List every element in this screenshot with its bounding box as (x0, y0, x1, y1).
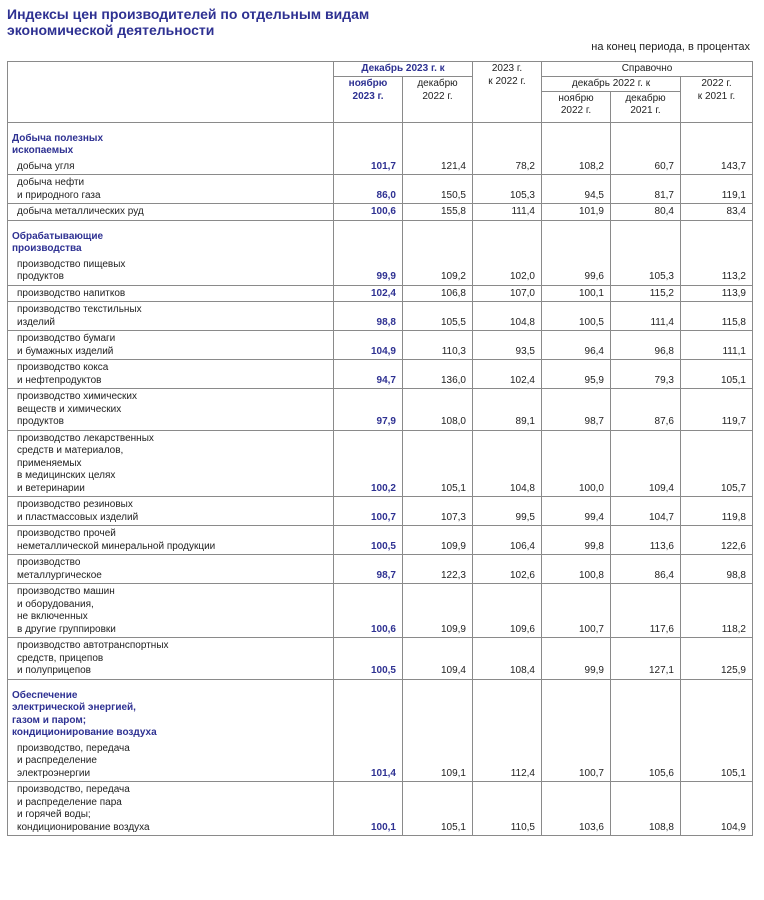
value-cell: 125,9 (681, 638, 753, 680)
value-cell: 105,6 (611, 741, 681, 782)
row-label: производство лекарственных средств и материалов, применяемых в медицинских целях и ветеринарии (8, 430, 334, 497)
header-dec2023-group: Декабрь 2023 г. к (334, 62, 473, 77)
value-cell: 118,2 (681, 584, 753, 638)
section-empty-cell (542, 122, 611, 159)
value-cell: 104,9 (681, 782, 753, 836)
header-reference: Справочно (542, 62, 753, 77)
row-label: добыча металлических руд (8, 204, 334, 221)
section-empty-cell (473, 122, 542, 159)
table-row (8, 638, 753, 680)
value-cell: 105,5 (403, 302, 473, 331)
value-cell: 108,2 (542, 159, 611, 175)
value-cell: 103,6 (542, 782, 611, 836)
value-cell: 100,5 (334, 638, 403, 680)
value-cell: 99,9 (542, 638, 611, 680)
value-cell: 100,1 (334, 782, 403, 836)
value-cell: 101,7 (334, 159, 403, 175)
table-row (8, 555, 753, 584)
value-cell: 89,1 (473, 389, 542, 431)
value-cell: 111,1 (681, 331, 753, 360)
value-cell: 105,3 (473, 175, 542, 204)
value-cell: 99,4 (542, 497, 611, 526)
value-cell: 119,1 (681, 175, 753, 204)
section-empty-cell (334, 122, 403, 159)
value-cell: 99,9 (334, 257, 403, 286)
value-cell: 106,4 (473, 526, 542, 555)
value-cell: 105,3 (611, 257, 681, 286)
value-cell: 108,4 (473, 638, 542, 680)
row-label: производство резиновых и пластмассовых изделий (8, 497, 334, 526)
table-row (8, 360, 753, 389)
units-note: на конец периода, в процентах (591, 41, 750, 53)
section-empty-cell (611, 679, 681, 741)
value-cell: 127,1 (611, 638, 681, 680)
value-cell: 98,8 (334, 302, 403, 331)
table-row (8, 175, 753, 204)
table-row (8, 526, 753, 555)
value-cell: 115,8 (681, 302, 753, 331)
section-row (8, 679, 753, 741)
value-cell: 121,4 (403, 159, 473, 175)
value-cell: 96,8 (611, 331, 681, 360)
value-cell: 100,7 (542, 741, 611, 782)
value-cell: 86,4 (611, 555, 681, 584)
value-cell: 81,7 (611, 175, 681, 204)
value-cell: 78,2 (473, 159, 542, 175)
section-row (8, 122, 753, 159)
value-cell: 105,1 (681, 360, 753, 389)
value-cell: 60,7 (611, 159, 681, 175)
header-nov2022: ноябрю 2022 г. (542, 91, 611, 122)
value-cell: 143,7 (681, 159, 753, 175)
value-cell: 109,9 (403, 526, 473, 555)
value-cell: 109,9 (403, 584, 473, 638)
row-label: производство прочей неметаллической минеральной продукции (8, 526, 334, 555)
value-cell: 150,5 (403, 175, 473, 204)
value-cell: 94,7 (334, 360, 403, 389)
row-label: добыча нефти и природного газа (8, 175, 334, 204)
row-label: производство текстильных изделий (8, 302, 334, 331)
value-cell: 112,4 (473, 741, 542, 782)
value-cell: 83,4 (681, 204, 753, 221)
value-cell: 100,0 (542, 430, 611, 497)
value-cell: 113,9 (681, 285, 753, 302)
value-cell: 86,0 (334, 175, 403, 204)
section-title: Обрабатывающие производства (8, 220, 334, 257)
value-cell: 100,7 (542, 584, 611, 638)
header-dec2022-group: декабрь 2022 г. к (542, 77, 681, 92)
value-cell: 100,1 (542, 285, 611, 302)
section-empty-cell (681, 122, 753, 159)
value-cell: 106,8 (403, 285, 473, 302)
table-row (8, 430, 753, 497)
table-header (8, 62, 753, 123)
table-row (8, 741, 753, 782)
value-cell: 113,6 (611, 526, 681, 555)
value-cell: 111,4 (611, 302, 681, 331)
value-cell: 99,6 (542, 257, 611, 286)
section-empty-cell (611, 122, 681, 159)
table-row (8, 159, 753, 175)
section-row (8, 220, 753, 257)
row-label: производство кокса и нефтепродуктов (8, 360, 334, 389)
row-label: добыча угля (8, 159, 334, 175)
value-cell: 110,3 (403, 331, 473, 360)
row-label: производство автотранспортных средств, прицепов и полуприцепов (8, 638, 334, 680)
header-dec2021: декабрю 2021 г. (611, 91, 681, 122)
value-cell: 100,5 (334, 526, 403, 555)
section-title: Обеспечение электрической энергией, газом и паром; кондиционирование воздуха (8, 679, 334, 741)
header-dec2022: декабрю 2022 г. (403, 77, 473, 123)
row-label: производство бумаги и бумажных изделий (8, 331, 334, 360)
section-empty-cell (403, 220, 473, 257)
table-row (8, 204, 753, 221)
value-cell: 109,2 (403, 257, 473, 286)
row-label: производство, передача и распределение пара и горячей воды; кондиционирование воздуха (8, 782, 334, 836)
value-cell: 93,5 (473, 331, 542, 360)
table-row (8, 584, 753, 638)
value-cell: 136,0 (403, 360, 473, 389)
row-label: производство пищевых продуктов (8, 257, 334, 286)
section-empty-cell (611, 220, 681, 257)
value-cell: 102,0 (473, 257, 542, 286)
value-cell: 99,5 (473, 497, 542, 526)
value-cell: 105,1 (403, 782, 473, 836)
value-cell: 109,4 (611, 430, 681, 497)
value-cell: 122,6 (681, 526, 753, 555)
section-empty-cell (681, 220, 753, 257)
section-empty-cell (542, 679, 611, 741)
value-cell: 87,6 (611, 389, 681, 431)
value-cell: 100,6 (334, 584, 403, 638)
value-cell: 100,6 (334, 204, 403, 221)
value-cell: 104,8 (473, 302, 542, 331)
value-cell: 100,2 (334, 430, 403, 497)
section-empty-cell (334, 220, 403, 257)
value-cell: 119,8 (681, 497, 753, 526)
section-empty-cell (403, 122, 473, 159)
value-cell: 109,1 (403, 741, 473, 782)
section-empty-cell (542, 220, 611, 257)
value-cell: 99,8 (542, 526, 611, 555)
value-cell: 100,8 (542, 555, 611, 584)
table-row (8, 389, 753, 431)
value-cell: 104,7 (611, 497, 681, 526)
table-row (8, 782, 753, 836)
value-cell: 122,3 (403, 555, 473, 584)
value-cell: 100,7 (334, 497, 403, 526)
value-cell: 109,6 (473, 584, 542, 638)
value-cell: 96,4 (542, 331, 611, 360)
row-label: производство машин и оборудования, не включенных в другие группировки (8, 584, 334, 638)
value-cell: 79,3 (611, 360, 681, 389)
value-cell: 98,7 (334, 555, 403, 584)
value-cell: 95,9 (542, 360, 611, 389)
value-cell: 102,4 (473, 360, 542, 389)
value-cell: 111,4 (473, 204, 542, 221)
value-cell: 100,5 (542, 302, 611, 331)
table-body (8, 122, 753, 836)
value-cell: 94,5 (542, 175, 611, 204)
value-cell: 105,1 (403, 430, 473, 497)
section-empty-cell (473, 220, 542, 257)
price-index-table (7, 61, 753, 836)
row-label: производство химических веществ и химических продуктов (8, 389, 334, 431)
value-cell: 155,8 (403, 204, 473, 221)
value-cell: 107,3 (403, 497, 473, 526)
section-title: Добыча полезных ископаемых (8, 122, 334, 159)
table-title (7, 6, 369, 38)
value-cell: 102,4 (334, 285, 403, 302)
table-row (8, 497, 753, 526)
value-cell: 98,7 (542, 389, 611, 431)
value-cell: 105,7 (681, 430, 753, 497)
value-cell: 101,9 (542, 204, 611, 221)
header-nov2023: ноябрю 2023 г. (334, 77, 403, 123)
value-cell: 98,8 (681, 555, 753, 584)
section-empty-cell (681, 679, 753, 741)
value-cell: 97,9 (334, 389, 403, 431)
header-2023-vs-2022: 2023 г. к 2022 г. (473, 62, 542, 123)
value-cell: 117,6 (611, 584, 681, 638)
row-label: производство, передача и распределение электроэнергии (8, 741, 334, 782)
value-cell: 104,8 (473, 430, 542, 497)
section-empty-cell (473, 679, 542, 741)
header-2022-vs-2021: 2022 г. к 2021 г. (681, 77, 753, 123)
row-label: производство металлургическое (8, 555, 334, 584)
value-cell: 110,5 (473, 782, 542, 836)
value-cell: 102,6 (473, 555, 542, 584)
value-cell: 80,4 (611, 204, 681, 221)
value-cell: 113,2 (681, 257, 753, 286)
value-cell: 115,2 (611, 285, 681, 302)
table-title-line-1: Индексы цен производителей по отдельным видам (7, 6, 370, 22)
value-cell: 108,8 (611, 782, 681, 836)
value-cell: 101,4 (334, 741, 403, 782)
section-empty-cell (403, 679, 473, 741)
row-label: производство напитков (8, 285, 334, 302)
section-empty-cell (334, 679, 403, 741)
table-row (8, 285, 753, 302)
value-cell: 104,9 (334, 331, 403, 360)
value-cell: 105,1 (681, 741, 753, 782)
value-cell: 108,0 (403, 389, 473, 431)
header-empty-cell (8, 62, 334, 123)
table-row (8, 257, 753, 286)
table-row (8, 302, 753, 331)
value-cell: 119,7 (681, 389, 753, 431)
value-cell: 107,0 (473, 285, 542, 302)
table-title-line-2: экономической деятельности (7, 22, 215, 38)
value-cell: 109,4 (403, 638, 473, 680)
table-row (8, 331, 753, 360)
